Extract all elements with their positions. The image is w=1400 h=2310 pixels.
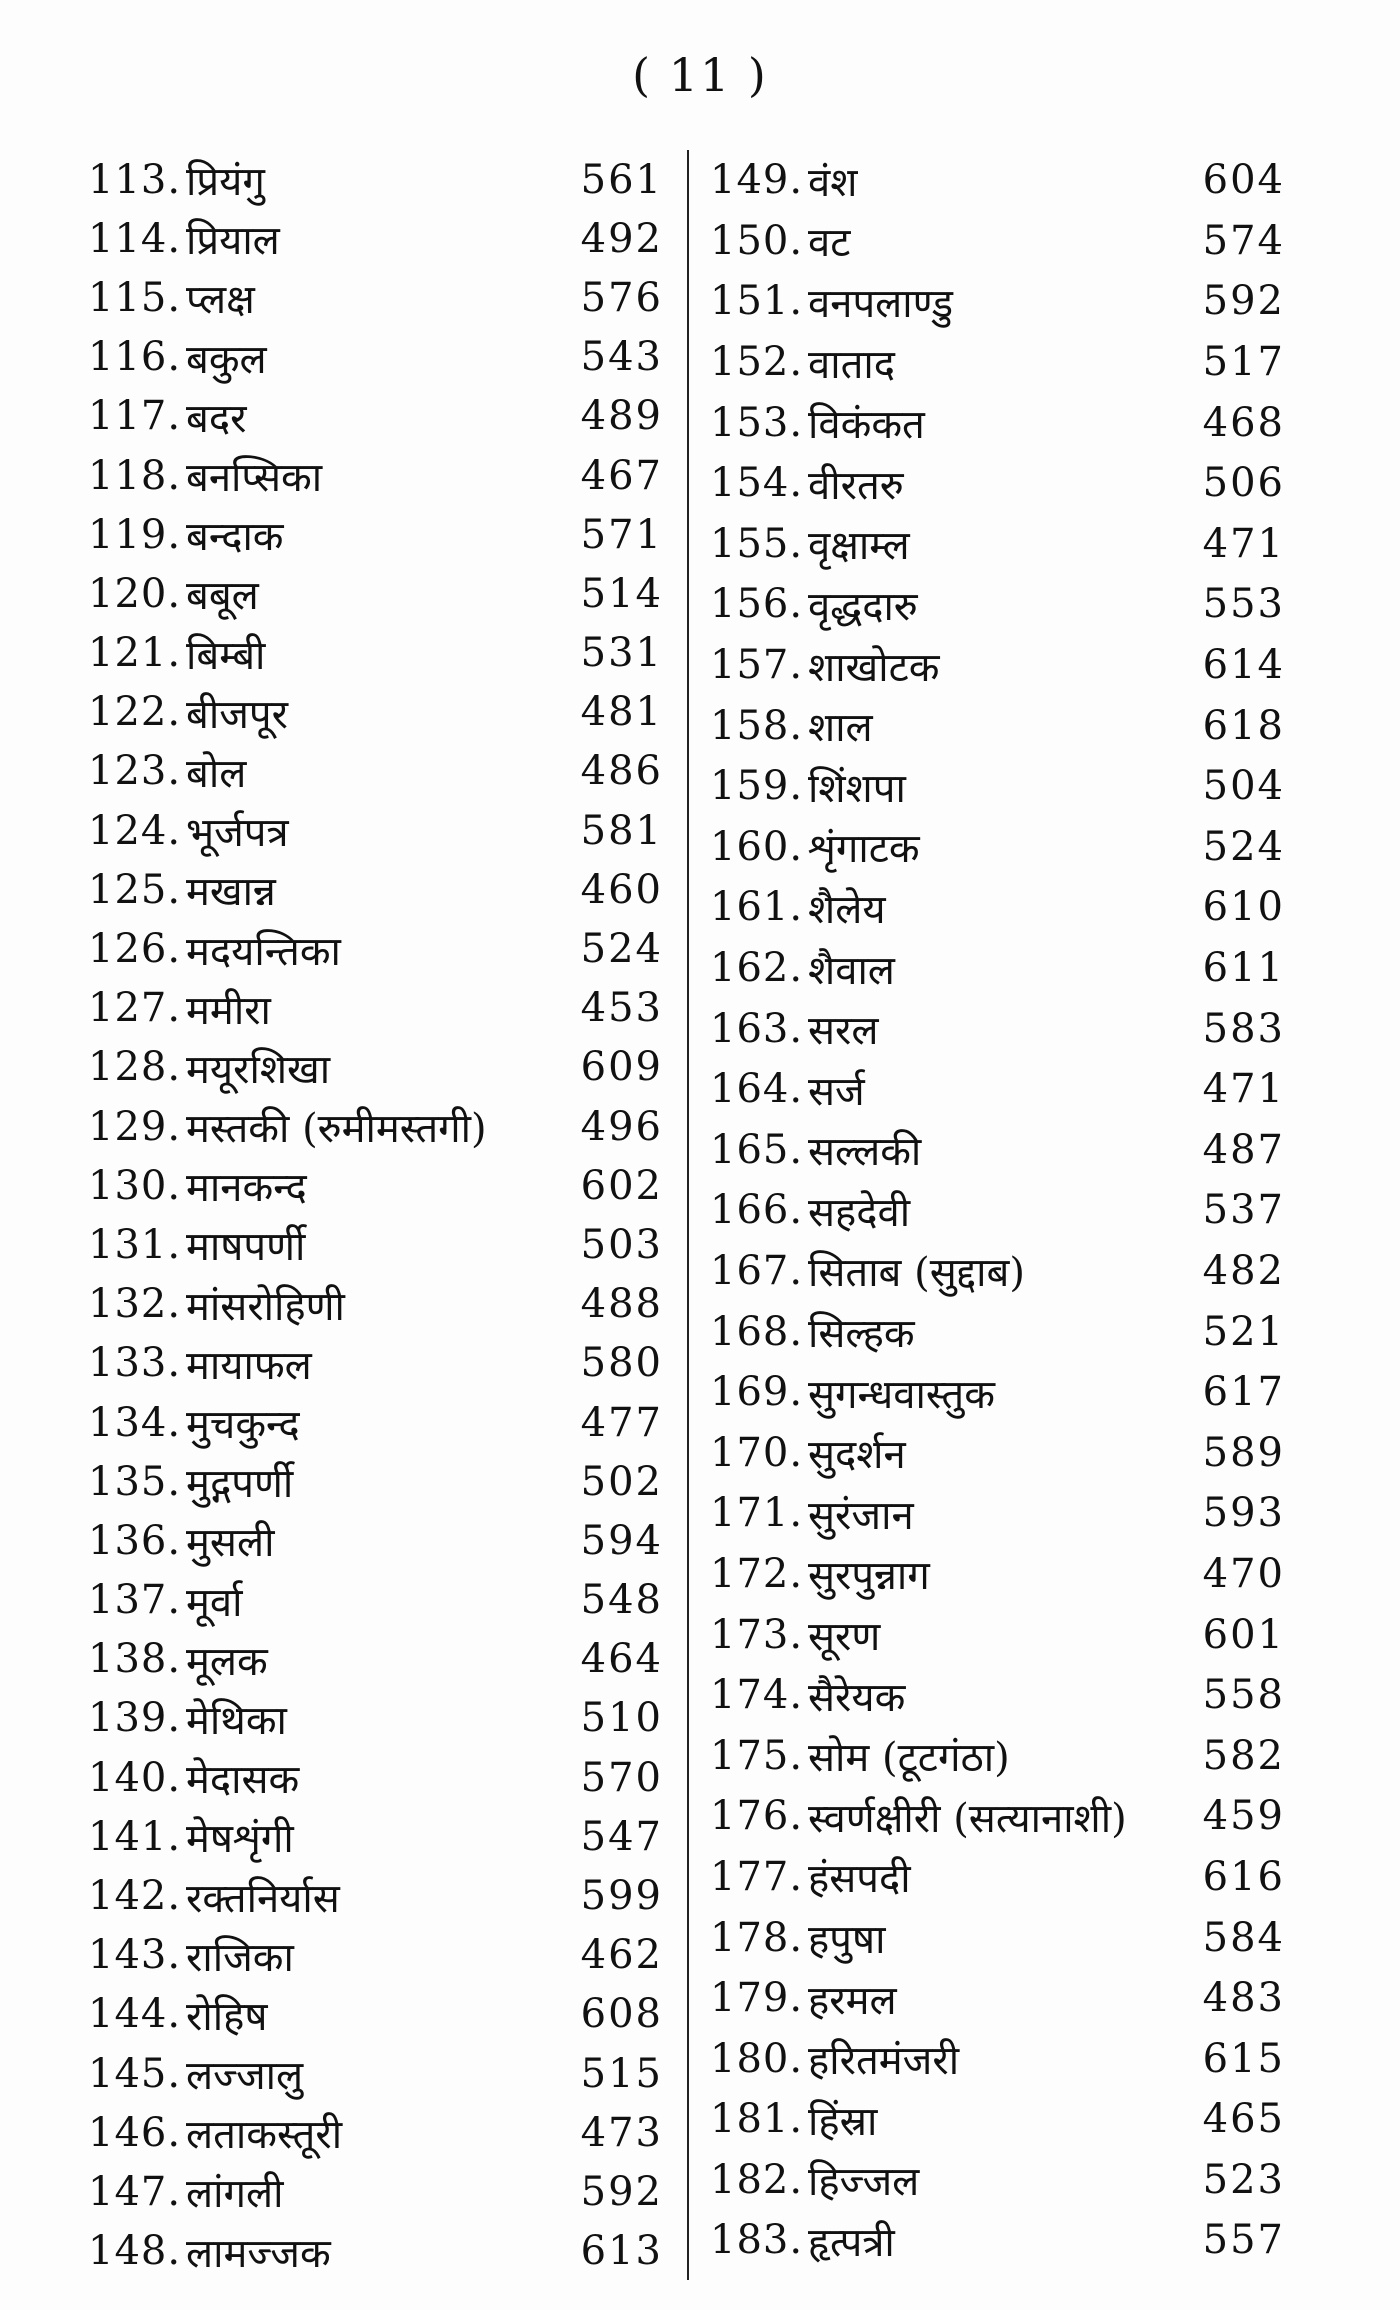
entry-page-number: 496	[580, 1103, 663, 1150]
index-entry	[88, 505, 663, 564]
entry-page-number: 604	[1202, 157, 1285, 204]
entry-name: राजिका	[186, 1934, 294, 1981]
entry-page-number: 557	[1202, 2217, 1285, 2264]
entry-number: 145.	[88, 2050, 182, 2097]
entry-name: मुसली	[186, 1520, 275, 1567]
index-entry	[88, 446, 663, 505]
index-entry	[88, 979, 663, 1038]
entry-page-number: 460	[580, 866, 663, 913]
entry-number: 147.	[88, 2168, 182, 2215]
index-entry	[710, 2150, 1285, 2211]
entry-page-number: 594	[580, 1517, 663, 1564]
entry-page-number: 589	[1202, 1429, 1285, 1476]
entry-page-number: 537	[1202, 1187, 1285, 1234]
index-entry	[88, 1215, 663, 1274]
entry-number: 167.	[710, 1247, 804, 1294]
index-entry	[88, 1452, 663, 1511]
index-entry	[88, 1393, 663, 1452]
entry-page-number: 524	[580, 926, 663, 973]
entry-name: बिम्बी	[186, 632, 266, 679]
entry-name: शाल	[808, 705, 873, 752]
entry-name: प्रियाल	[186, 218, 280, 265]
index-entry	[710, 1059, 1285, 1120]
index-entry	[88, 1807, 663, 1866]
entry-number: 163.	[710, 1005, 804, 1052]
index-entry	[88, 1334, 663, 1393]
entry-number: 141.	[88, 1813, 182, 1860]
entry-number: 121.	[88, 630, 182, 677]
entry-page-number: 510	[580, 1695, 663, 1742]
entry-number: 182.	[710, 2156, 804, 2203]
entry-number: 177.	[710, 1853, 804, 1900]
entry-name: हरितमंजरी	[808, 2038, 960, 2085]
entry-number: 174.	[710, 1672, 804, 1719]
entry-page-number: 547	[580, 1813, 663, 1860]
entry-name: हिंस्रा	[808, 2098, 878, 2145]
index-entry	[710, 211, 1285, 272]
index-entry	[88, 624, 663, 683]
index-entry	[88, 2044, 663, 2103]
entry-number: 180.	[710, 2035, 804, 2082]
entry-name: सुदर्शन	[808, 1432, 906, 1479]
entry-number: 158.	[710, 702, 804, 749]
entry-page-number: 583	[1202, 1005, 1285, 1052]
entry-number: 115.	[88, 274, 182, 321]
right-column	[710, 150, 1285, 2271]
entry-page-number: 523	[1202, 2156, 1285, 2203]
entry-name: शृंगाटक	[808, 826, 920, 873]
index-entry	[710, 1180, 1285, 1241]
entry-page-number: 481	[580, 689, 663, 736]
entry-name: शाखोटक	[808, 644, 940, 691]
entry-number: 144.	[88, 1991, 182, 2038]
index-entry	[710, 1301, 1285, 1362]
index-entry	[710, 392, 1285, 453]
index-entry	[710, 817, 1285, 878]
index-entry	[710, 2089, 1285, 2150]
entry-name: बीजपूर	[186, 691, 288, 738]
index-entry	[88, 1038, 663, 1097]
entry-page-number: 524	[1202, 823, 1285, 870]
entry-name: लामज्जक	[186, 2230, 331, 2277]
index-entry	[710, 332, 1285, 393]
entry-name: वृद्धदारु	[808, 583, 918, 630]
index-entry	[88, 1689, 663, 1748]
entry-name: सोम (टूटगंठा)	[808, 1735, 1010, 1782]
entry-page-number: 483	[1202, 1975, 1285, 2022]
entry-name: वीरतरु	[808, 462, 904, 509]
entry-name: लज्जालु	[186, 2053, 304, 2100]
entry-number: 160.	[710, 823, 804, 870]
entry-page-number: 464	[580, 1636, 663, 1683]
entry-number: 148.	[88, 2228, 182, 2275]
entry-page-number: 614	[1202, 642, 1285, 689]
entry-page-number: 584	[1202, 1914, 1285, 1961]
entry-name: हंसपदी	[808, 1856, 911, 1903]
entry-name: मानकन्द	[186, 1165, 307, 1212]
index-entry	[88, 1275, 663, 1334]
entry-name: माषपर्णी	[186, 1224, 306, 1271]
index-entry	[710, 998, 1285, 1059]
entry-number: 137.	[88, 1577, 182, 1624]
entry-number: 170.	[710, 1429, 804, 1476]
entry-page-number: 453	[580, 985, 663, 1032]
index-entry	[88, 1748, 663, 1807]
entry-page-number: 581	[580, 807, 663, 854]
entry-name: हिज्जल	[808, 2159, 920, 2206]
entry-name: प्रियंगु	[186, 159, 265, 206]
entry-page-number: 608	[580, 1991, 663, 2038]
entry-name: सैरेयक	[808, 1674, 906, 1721]
entry-name: हपुषा	[808, 1917, 886, 1964]
entry-name: बदर	[186, 395, 247, 442]
entry-name: सुगन्धवास्तुक	[808, 1371, 995, 1418]
entry-number: 178.	[710, 1914, 804, 1961]
entry-name: बन्दाक	[186, 514, 284, 561]
entry-number: 183.	[710, 2217, 804, 2264]
entry-page-number: 580	[580, 1340, 663, 1387]
entry-number: 113.	[88, 156, 182, 203]
entry-number: 153.	[710, 399, 804, 446]
index-entry	[88, 564, 663, 623]
entry-number: 146.	[88, 2109, 182, 2156]
entry-number: 159.	[710, 763, 804, 810]
entry-page-number: 506	[1202, 460, 1285, 507]
entry-name: बोल	[186, 750, 247, 797]
entry-page-number: 582	[1202, 1732, 1285, 1779]
entry-number: 152.	[710, 339, 804, 386]
entry-name: बकुल	[186, 336, 267, 383]
entry-page-number: 502	[580, 1458, 663, 1505]
index-entry	[88, 742, 663, 801]
entry-page-number: 543	[580, 334, 663, 381]
entry-page-number: 471	[1202, 1066, 1285, 1113]
entry-name: मांसरोहिणी	[186, 1283, 345, 1330]
entry-number: 161.	[710, 884, 804, 931]
entry-name: मेदासक	[186, 1757, 300, 1804]
entry-name: सिताब (सुद्दाब)	[808, 1250, 1025, 1297]
entry-page-number: 521	[1202, 1308, 1285, 1355]
entry-number: 120.	[88, 570, 182, 617]
entry-number: 166.	[710, 1187, 804, 1234]
entry-name: मदयन्तिका	[186, 928, 341, 975]
page-number: ( 11 )	[632, 48, 768, 102]
entry-name: मायाफल	[186, 1342, 312, 1389]
entry-name: विकंकत	[808, 402, 925, 449]
entry-number: 128.	[88, 1044, 182, 1091]
entry-name: लताकस्तूरी	[186, 2112, 343, 2159]
entry-number: 143.	[88, 1932, 182, 1979]
index-entry	[710, 1120, 1285, 1181]
entry-page-number: 599	[580, 1873, 663, 1920]
entry-page-number: 462	[580, 1932, 663, 1979]
entry-number: 130.	[88, 1162, 182, 1209]
entry-page-number: 617	[1202, 1369, 1285, 1416]
index-entry	[88, 919, 663, 978]
entry-number: 124.	[88, 807, 182, 854]
entry-name: लांगली	[186, 2171, 284, 2218]
entry-name: वाताद	[808, 341, 895, 388]
entry-number: 172.	[710, 1550, 804, 1597]
entry-number: 164.	[710, 1066, 804, 1113]
entry-name: मुचकुन्द	[186, 1402, 300, 1449]
entry-number: 132.	[88, 1281, 182, 1328]
index-entry	[88, 328, 663, 387]
entry-page-number: 459	[1202, 1793, 1285, 1840]
entry-number: 142.	[88, 1873, 182, 1920]
entry-name: सिल्हक	[808, 1311, 915, 1358]
entry-page-number: 471	[1202, 520, 1285, 567]
entry-name: मेथिका	[186, 1697, 287, 1744]
entry-page-number: 576	[580, 274, 663, 321]
index-entry	[88, 1097, 663, 1156]
entry-page-number: 610	[1202, 884, 1285, 931]
index-entry	[88, 387, 663, 446]
index-entry	[88, 860, 663, 919]
entry-page-number: 548	[580, 1577, 663, 1624]
entry-number: 151.	[710, 278, 804, 325]
entry-number: 127.	[88, 985, 182, 1032]
entry-page-number: 601	[1202, 1611, 1285, 1658]
entry-name: सुरंजान	[808, 1492, 914, 1539]
entry-number: 118.	[88, 452, 182, 499]
index-entry	[88, 2162, 663, 2221]
index-entry	[710, 1725, 1285, 1786]
entry-page-number: 593	[1202, 1490, 1285, 1537]
index-entry	[710, 514, 1285, 575]
entry-name: मखान्न	[186, 869, 276, 916]
index-entry	[88, 1156, 663, 1215]
entry-number: 176.	[710, 1793, 804, 1840]
entry-page-number: 515	[580, 2050, 663, 2097]
index-entry	[710, 1362, 1285, 1423]
entry-number: 171.	[710, 1490, 804, 1537]
index-entry	[710, 1544, 1285, 1605]
entry-name: मूर्वा	[186, 1579, 243, 1626]
index-entry	[88, 1511, 663, 1570]
entry-number: 129.	[88, 1103, 182, 1150]
entry-page-number: 492	[580, 215, 663, 262]
entry-name: सूरण	[808, 1614, 881, 1661]
entry-page-number: 470	[1202, 1550, 1285, 1597]
entry-name: शैलेय	[808, 886, 886, 933]
index-entry	[88, 2222, 663, 2281]
left-column	[88, 150, 663, 2281]
entry-number: 117.	[88, 393, 182, 440]
entry-page-number: 468	[1202, 399, 1285, 446]
index-entry	[88, 1571, 663, 1630]
entry-name: शैवाल	[808, 947, 895, 994]
index-entry	[710, 756, 1285, 817]
entry-name: सल्लकी	[808, 1129, 922, 1176]
entry-name: स्वर्णक्षीरी (सत्यानाशी)	[808, 1795, 1127, 1842]
entry-page-number: 558	[1202, 1672, 1285, 1719]
entry-name: शिंशपा	[808, 765, 906, 812]
entry-page-number: 613	[580, 2228, 663, 2275]
entry-name: ममीरा	[186, 987, 271, 1034]
entry-name: वनपलाण्डु	[808, 280, 954, 327]
entry-number: 139.	[88, 1695, 182, 1742]
entry-page-number: 592	[580, 2168, 663, 2215]
entry-page-number: 609	[580, 1044, 663, 1091]
index-entry	[88, 1866, 663, 1925]
entry-name: वट	[808, 220, 851, 267]
entry-name: वृक्षाम्ल	[808, 523, 910, 570]
entry-number: 138.	[88, 1636, 182, 1683]
entry-name: सर्ज	[808, 1068, 865, 1115]
entry-page-number: 486	[580, 748, 663, 795]
entry-name: मेषशृंगी	[186, 1816, 294, 1863]
index-entry	[88, 1630, 663, 1689]
entry-page-number: 517	[1202, 339, 1285, 386]
entry-name: रक्तनिर्यास	[186, 1875, 340, 1922]
entry-number: 122.	[88, 689, 182, 736]
entry-number: 179.	[710, 1975, 804, 2022]
index-entry	[88, 1926, 663, 1985]
entry-name: मुद्गपर्णी	[186, 1461, 294, 1508]
entry-number: 181.	[710, 2096, 804, 2143]
entry-number: 165.	[710, 1126, 804, 1173]
entry-page-number: 553	[1202, 581, 1285, 628]
entry-page-number: 570	[580, 1754, 663, 1801]
index-entry	[710, 574, 1285, 635]
entry-page-number: 473	[580, 2109, 663, 2156]
entry-name: भूर्जपत्र	[186, 810, 289, 857]
entry-page-number: 467	[580, 452, 663, 499]
entry-number: 173.	[710, 1611, 804, 1658]
entry-number: 135.	[88, 1458, 182, 1505]
index-entry	[710, 1604, 1285, 1665]
entry-number: 126.	[88, 926, 182, 973]
entry-page-number: 504	[1202, 763, 1285, 810]
index-entry	[710, 1907, 1285, 1968]
entry-name: हरमल	[808, 1977, 897, 2024]
entry-name: मयूरशिखा	[186, 1046, 331, 1093]
entry-number: 131.	[88, 1221, 182, 1268]
entry-name: सुरपुन्नाग	[808, 1553, 930, 1600]
index-entry	[710, 635, 1285, 696]
entry-number: 168.	[710, 1308, 804, 1355]
entry-number: 140.	[88, 1754, 182, 1801]
entry-page-number: 531	[580, 630, 663, 677]
entry-page-number: 616	[1202, 1853, 1285, 1900]
index-entry	[88, 2103, 663, 2162]
index-entry	[88, 209, 663, 268]
index-entry	[88, 268, 663, 327]
entry-number: 162.	[710, 945, 804, 992]
entry-page-number: 514	[580, 570, 663, 617]
entry-number: 116.	[88, 334, 182, 381]
entry-page-number: 477	[580, 1399, 663, 1446]
index-entry	[710, 695, 1285, 756]
entry-name: सरल	[808, 1008, 879, 1055]
index-entry	[710, 877, 1285, 938]
entry-number: 175.	[710, 1732, 804, 1779]
entry-page-number: 618	[1202, 702, 1285, 749]
entry-number: 154.	[710, 460, 804, 507]
entry-page-number: 487	[1202, 1126, 1285, 1173]
entry-number: 136.	[88, 1517, 182, 1564]
index-entry	[710, 150, 1285, 211]
index-entry	[710, 1968, 1285, 2029]
entry-name: सहदेवी	[808, 1189, 911, 1236]
index-entry	[710, 938, 1285, 999]
entry-number: 169.	[710, 1369, 804, 1416]
entry-number: 114.	[88, 215, 182, 262]
entry-name: बबूल	[186, 573, 259, 620]
entry-number: 155.	[710, 520, 804, 567]
entry-number: 134.	[88, 1399, 182, 1446]
index-entry	[88, 1985, 663, 2044]
entry-page-number: 611	[1202, 945, 1285, 992]
index-entry	[710, 2028, 1285, 2089]
entry-name: हृत्पत्री	[808, 2219, 895, 2266]
entry-number: 157.	[710, 642, 804, 689]
entry-page-number: 602	[580, 1162, 663, 1209]
entry-name: बनप्सिका	[186, 455, 323, 502]
entry-page-number: 489	[580, 393, 663, 440]
entry-page-number: 592	[1202, 278, 1285, 325]
index-entry	[710, 1786, 1285, 1847]
entry-page-number: 503	[580, 1221, 663, 1268]
entry-name: प्लक्ष	[186, 277, 255, 324]
entry-number: 150.	[710, 217, 804, 264]
entry-page-number: 615	[1202, 2035, 1285, 2082]
entry-number: 149.	[710, 157, 804, 204]
entry-name: मूलक	[186, 1638, 268, 1685]
entry-number: 156.	[710, 581, 804, 628]
entry-number: 125.	[88, 866, 182, 913]
entry-page-number: 465	[1202, 2096, 1285, 2143]
index-entry	[88, 150, 663, 209]
entry-page-number: 482	[1202, 1247, 1285, 1294]
index-entry	[88, 801, 663, 860]
index-entry	[710, 453, 1285, 514]
entry-page-number: 574	[1202, 217, 1285, 264]
entry-name: वंश	[808, 159, 858, 206]
entry-number: 133.	[88, 1340, 182, 1387]
index-entry	[710, 271, 1285, 332]
entry-number: 123.	[88, 748, 182, 795]
index-entry	[710, 1665, 1285, 1726]
entry-page-number: 571	[580, 511, 663, 558]
index-entry	[710, 1483, 1285, 1544]
index-entry	[710, 1422, 1285, 1483]
entry-name: मस्तकी (रुमीमस्तगी)	[186, 1106, 487, 1153]
index-entry	[710, 2210, 1285, 2271]
index-entry	[710, 1847, 1285, 1908]
entry-page-number: 488	[580, 1281, 663, 1328]
entry-page-number: 561	[580, 156, 663, 203]
entry-number: 119.	[88, 511, 182, 558]
column-divider	[687, 150, 689, 2280]
index-entry	[710, 1241, 1285, 1302]
index-entry	[88, 683, 663, 742]
entry-name: रोहिष	[186, 1993, 268, 2040]
